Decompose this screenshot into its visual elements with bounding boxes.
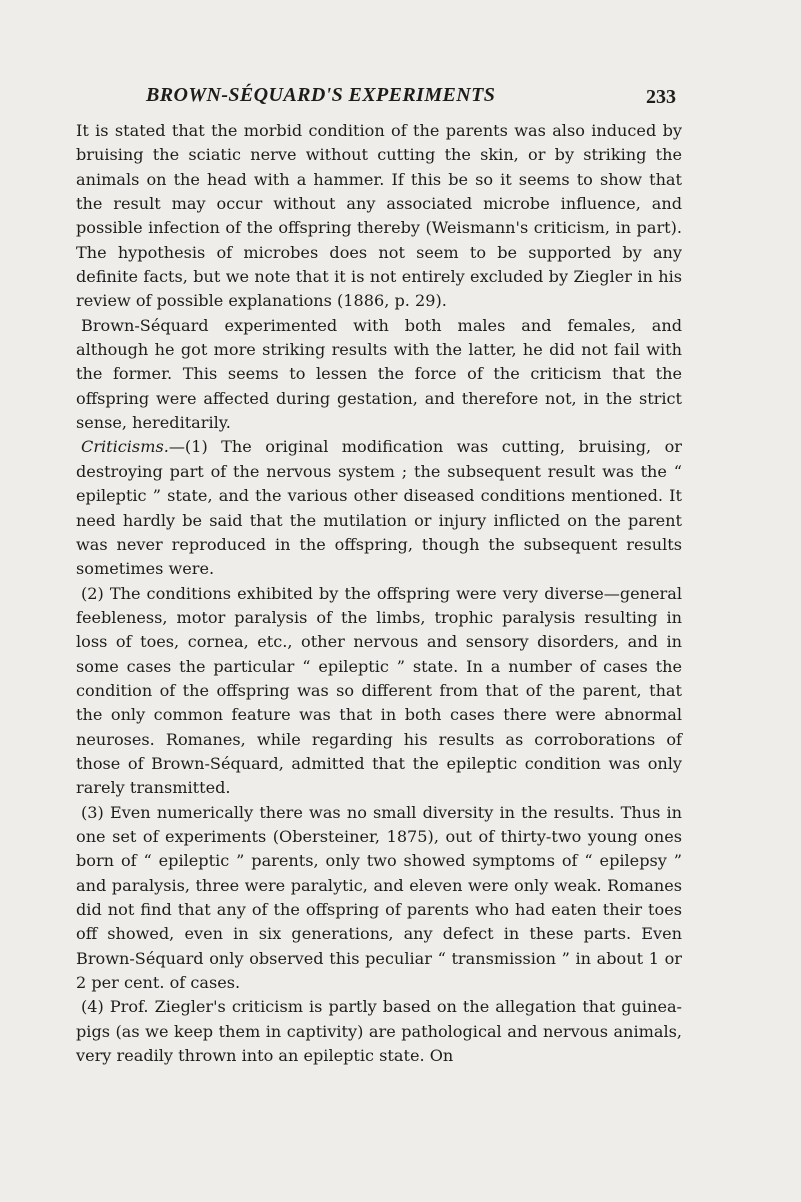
paragraph [76,582,682,801]
running-title: BROWN-SÉQUARD'S EXPERIMENTS [146,84,496,106]
page-header [146,84,676,114]
paragraph [76,995,682,1068]
paragraph [76,314,682,436]
body-text [76,119,682,1068]
paragraph-text: (4) Prof. Ziegler's criticism is partly based on the allegation that guinea-pigs (as we keep them in captivity) are pathological and nervous animals, very readily thrown into an epileptic state. On [76,997,682,1066]
section-label: Criticisms. [81,437,169,457]
paragraph-text: It is stated that the morbid condition of the parents was also induced by bruising the sciatic nerve without cutting the skin, or by striking the animals on the head with a hammer. If this be so it seems to show that the result may occur without any associated microbe influence, and possible infection of the offspring thereby (Weismann's criticism, in part). The hypothesis of microbes does not seem to be supported by any definite facts, but we note that it is not entirely excluded by Ziegler in his review of possible explanations (1886, p. 29). [76,121,682,311]
paragraph-text: —(1) The original modification was cutting, bruising, or destroying part of the nervous system ; the subsequent result was the “ epileptic ” state, and the various other diseased conditions mentioned. It need hardly be said that the mutilation or injury inflicted on the parent was never reproduced in the offspring, though the subsequent results sometimes were. [76,437,682,579]
paragraph-text: (3) Even numerically there was no small diversity in the results. Thus in one set of experiments (Obersteiner, 1875), out of thirty-two young ones born of “ epileptic ” parents, only two showed symptoms of “ epilepsy ” and paralysis, three were paralytic, and eleven were only weak. Romanes did not find that any of the offspring of parents who had eaten their toes off showed, even in six generations, any defect in these parts. Even Brown-Séquard only observed this peculiar “ transmission ” in about 1 or 2 per cent. of cases. [76,802,682,993]
paragraph-text: Brown-Séquard experimented with both males and females, and although he got more striking results with the latter, he did not fail with the former. This seems to lessen the force of the criticism that the offspring were affected during gestation, and therefore not, in the strict sense, hereditarily. [76,315,682,433]
paragraph-text: (2) The conditions exhibited by the offspring were very diverse—general feebleness, motor paralysis of the limbs, trophic paralysis resulting in loss of toes, cornea, etc., other nervous and sensory disorders, and in some cases the particular “ epileptic ” state. In a number of cases the condition of the offspring was so different from that of the parent, that the only common feature was that in both cases there were abnormal neuroses. Romanes, while regarding his results as corroborations of those of Brown-Séquard, admitted that the epileptic condition was only rarely transmitted. [76,583,682,798]
page-number: 233 [646,86,676,108]
paragraph [76,801,682,996]
paragraph [76,119,682,314]
paragraph [76,435,682,581]
